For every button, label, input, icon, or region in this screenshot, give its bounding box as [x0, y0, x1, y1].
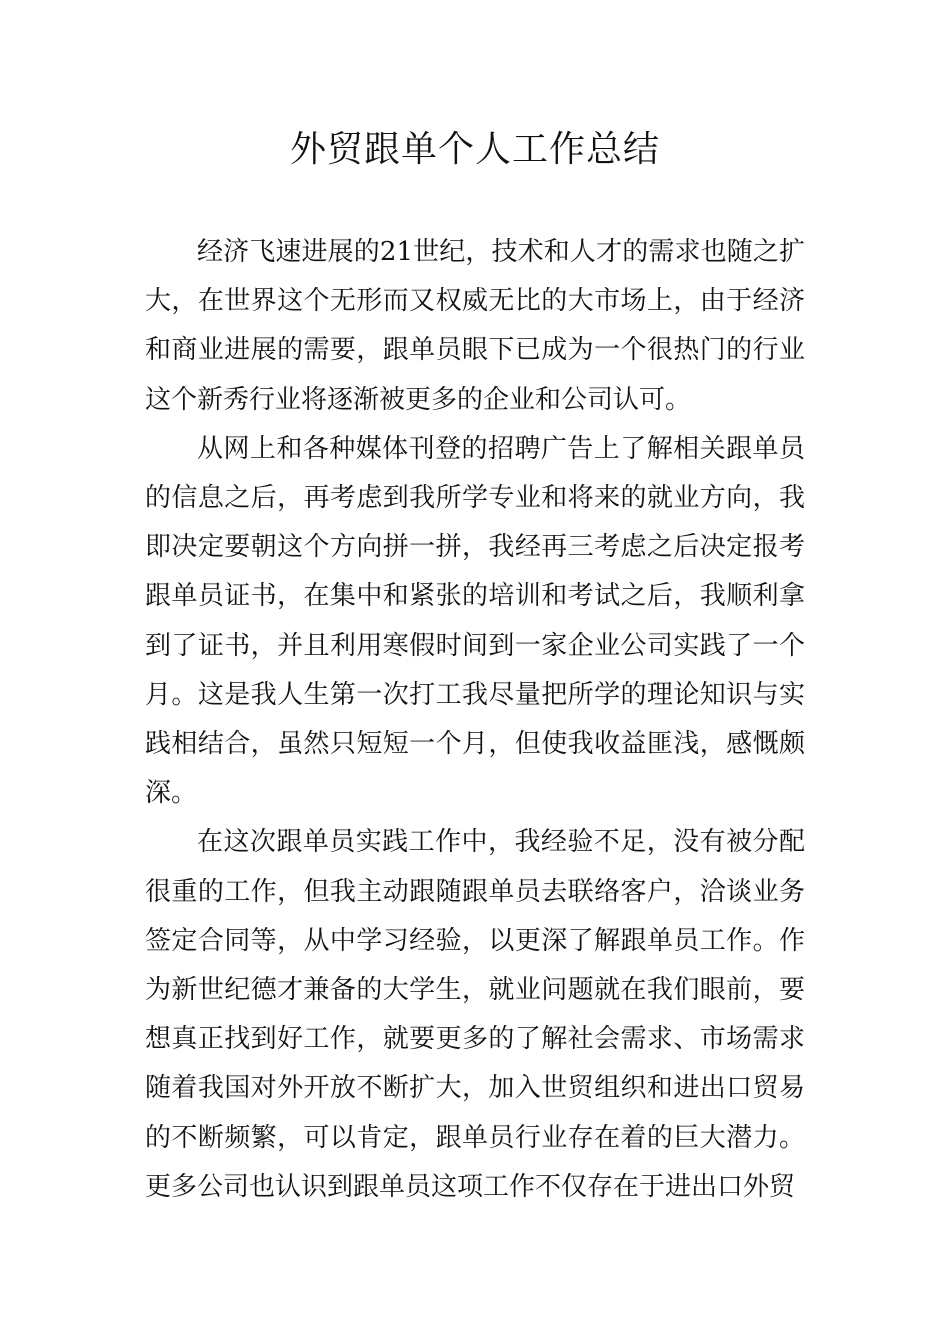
- paragraph-3: 在这次跟单员实践工作中，我经验不足，没有被分配很重的工作，但我主动跟随跟单员去联络客户，洽谈业务签定合同等，从中学习经验，以更深了解跟单员工作。作为新世纪德才兼备的大学生，就业问题就在我们眼前，要想真正找到好工作，就要更多的了解社会需求、市场需求随着我国对外开放不断扩大，加入世贸组织和进出口贸易的不断频繁，可以肯定，跟单员行业存在着的巨大潜力。更多公司也认识到跟单员这项工作不仅存在于进出口外贸: [145, 827, 805, 1202]
- document-title: 外贸跟单个人工作总结: [289, 129, 660, 170]
- paragraph-1: 经济飞速进展的21世纪，技术和人才的需求也随之扩大，在世界这个无形而又权威无比的大市场上，由于经济和商业进展的需要，跟单员眼下已成为一个很热门的行业这个新秀行业将逐渐被更多的企业和公司认可。: [145, 237, 805, 415]
- paragraph-2: 从网上和各种媒体刊登的招聘广告上了解相关跟单员的信息之后，再考虑到我所学专业和将来的就业方向，我即决定要朝这个方向拼一拼，我经再三考虑之后决定报考跟单员证书，在集中和紧张的培训和考试之后，我顺利拿到了证书，并且利用寒假时间到一家企业公司实践了一个月。这是我人生第一次打工我尽量把所学的理论知识与实践相结合，虽然只短短一个月，但使我收益匪浅，感慨颇深。: [145, 433, 805, 809]
- document-body: [145, 228, 805, 1212]
